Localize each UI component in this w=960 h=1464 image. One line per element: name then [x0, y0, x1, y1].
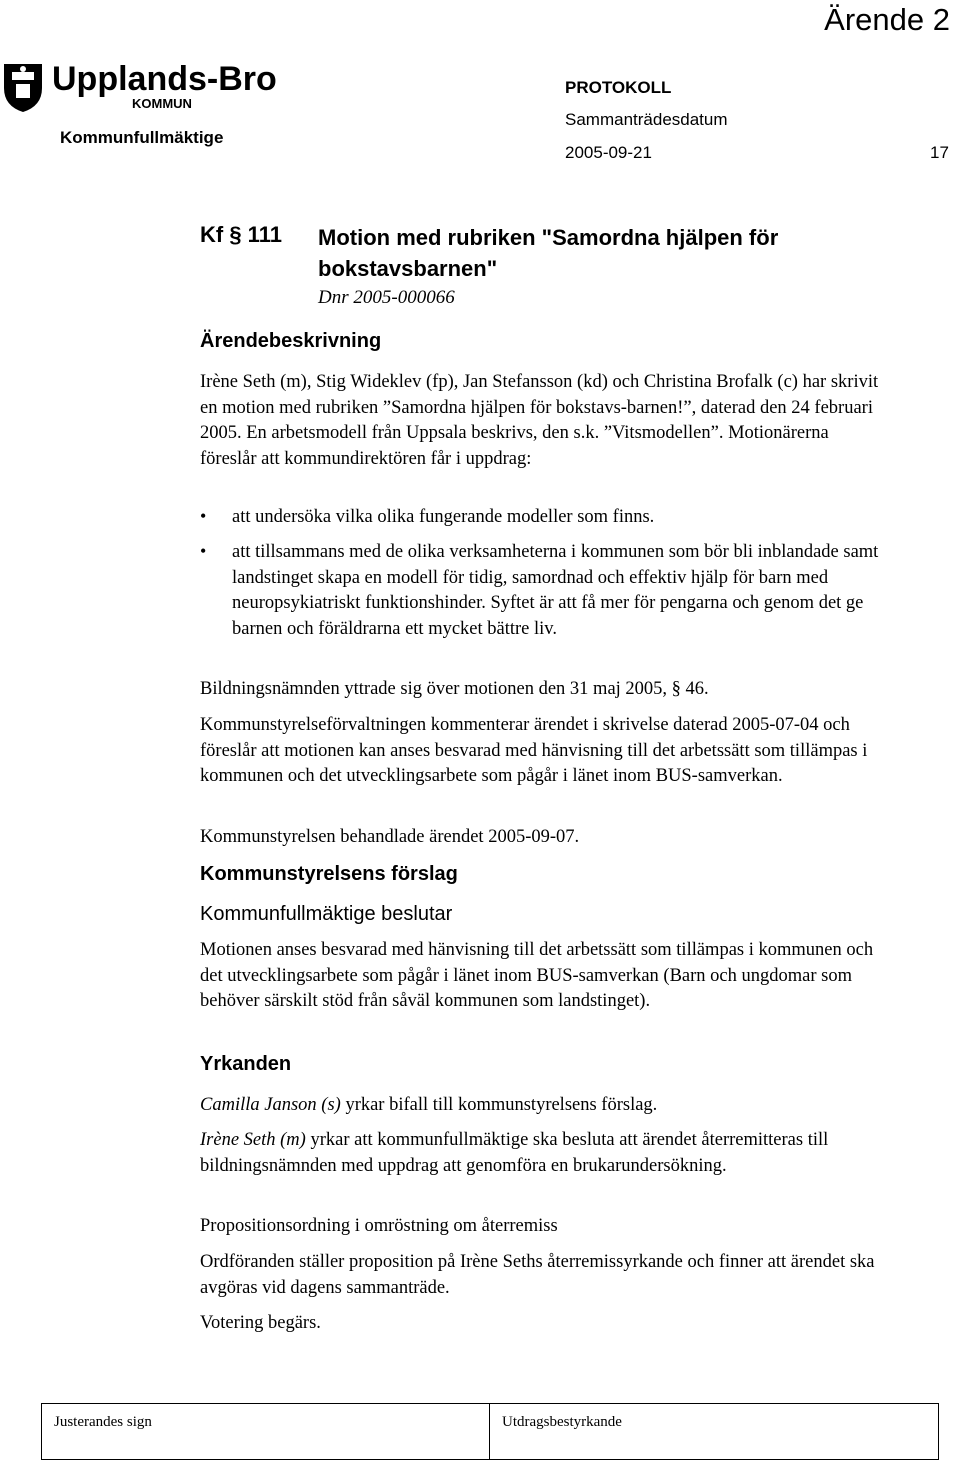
meeting-date: 2005-09-21 — [565, 143, 652, 162]
heading-yrkanden: Yrkanden — [200, 1053, 292, 1075]
utdragsbestyrkande-cell: Utdragsbestyrkande — [502, 1414, 622, 1430]
justerandes-sign-cell: Justerandes sign — [42, 1404, 490, 1459]
yrkande-1-text: yrkar bifall till kommunstyrelsens förslag. — [340, 1095, 658, 1115]
diary-number: Dnr 2005-000066 — [318, 287, 455, 308]
paragraph-motionen: Motionen anses besvarad med hänvisning till det arbetssätt som tillämpas i kommunen och det utvecklingsarbete som pågår i länet inom BUS-samverkan (Barn och ungdomar som behöver särskilt stöd från såväl kommunen som landstinget). — [200, 940, 874, 1011]
yrkande-1-name: Camilla Janson (s) — [200, 1095, 341, 1115]
yrkande-2 — [200, 1128, 880, 1179]
case-number: Kf § 111 — [200, 222, 282, 247]
bullet-item-2: att tillsammans med de olika verksamheterna i kommunen som bör bli inblandade samt landstinget skapa en modell för tidig, samordnad och effektiv hjälp för barn med neuropsykiatriskt funktionshinder. Syftet är att få mer för pengarna och genom det ge barnen och föräldrarna ett mycket bättre liv. — [232, 542, 879, 639]
date-label: Sammanträdesdatum — [565, 110, 728, 129]
intro-paragraph: Irène Seth (m), Stig Wideklev (fp), Jan Stefansson (kd) och Christina Brofalk (c) har skrivit en motion med rubriken ”Samordna hjälpen för bokstavs-barnen!”, daterad den 24 februari 2005. En arbetsmodell från Uppsala beskrivs, den s.k. ”Vitsmodellen”. Motionärerna föreslår att kommundirektören får i uppdrag: — [200, 372, 879, 469]
document-type: PROTOKOLL — [565, 78, 672, 97]
bullet-icon: • — [200, 541, 207, 561]
heading-forslag: Kommunstyrelsens förslag — [200, 863, 458, 885]
paragraph-ordforanden: Ordföranden ställer proposition på Irène Seths återremissyrkande och finner att ärendet ska avgöras vid dagens sammanträde. — [200, 1252, 875, 1298]
yrkande-2-name: Irène Seth (m) — [200, 1130, 306, 1150]
heading-arendebeskrivning: Ärendebeskrivning — [200, 330, 382, 352]
paragraph-propositionsordning: Propositionsordning i omröstning om återremiss — [200, 1216, 558, 1236]
paragraph-kommunstyrelsen: Kommunstyrelsen behandlade ärendet 2005-09-07. — [200, 827, 580, 847]
bullet-item-1: att undersöka vilka olika fungerande modeller som finns. — [232, 507, 655, 527]
paragraph-bildningsnamnden: Bildningsnämnden yttrade sig över motionen den 31 maj 2005, § 46. — [200, 679, 709, 699]
yrkande-1 — [200, 1093, 880, 1119]
svg-text:KOMMUN: KOMMUN — [132, 96, 192, 111]
yrkande-2-text: yrkar att kommunfullmäktige ska besluta att ärendet återremitteras till bildningsnämnden med uppdrag att genomföra en brukarundersökning. — [200, 1130, 829, 1176]
bullet-icon: • — [200, 506, 207, 526]
paragraph-kommunstyrelseforvaltningen: Kommunstyrelseförvaltningen kommenterar ärendet i skrivelse daterad 2005-07-04 och föreslår att motionen kan anses besvarad med hänvisning till det arbetssätt som tillämpas i kommunen och det utvecklingsarbete som pågår i länet inom BUS-samverkan. — [200, 715, 868, 786]
page-number: 17 — [930, 143, 949, 162]
paragraph-votering: Votering begärs. — [200, 1313, 321, 1333]
signature-table — [41, 1403, 939, 1460]
heading-beslutar: Kommunfullmäktige beslutar — [200, 903, 453, 925]
upplands-bro-logo — [2, 60, 292, 114]
svg-text:Upplands-Bro: Upplands-Bro — [52, 60, 277, 98]
crest-icon — [4, 64, 42, 112]
case-title: Motion med rubriken "Samordna hjälpen för bokstavsbarnen" — [318, 225, 779, 281]
organization-name: Kommunfullmäktige — [60, 128, 224, 147]
arende-label: Ärende 2 — [824, 2, 950, 37]
